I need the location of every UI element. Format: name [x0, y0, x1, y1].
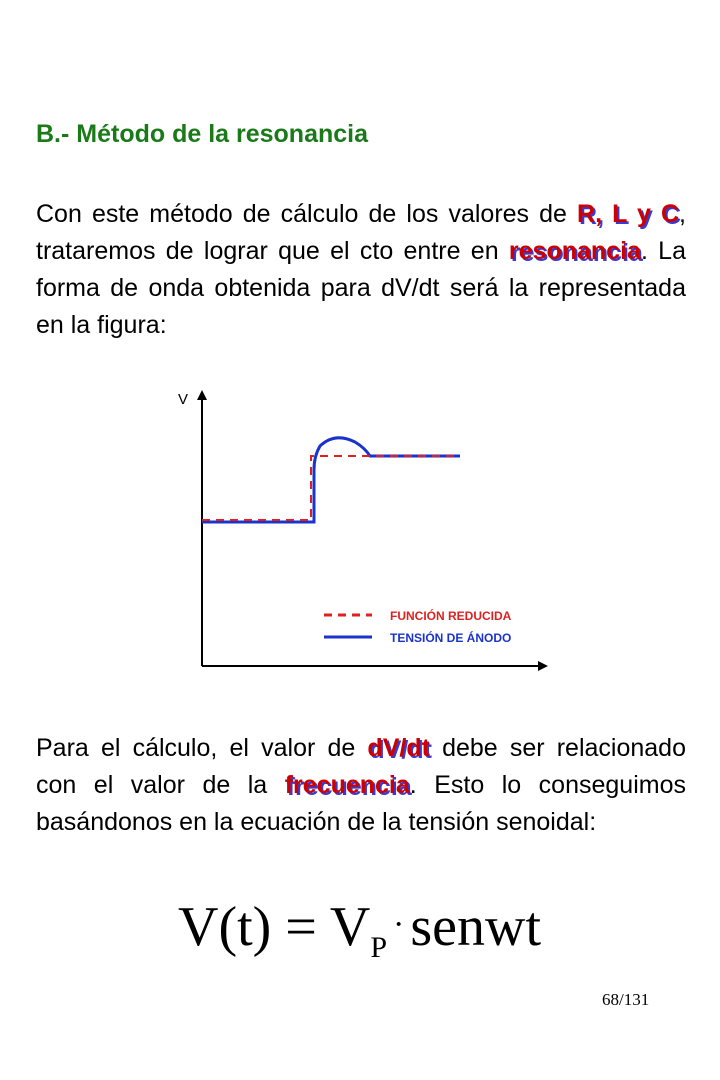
formula-lhs: V(t)	[178, 896, 272, 958]
intro-text-3: . La forma de onda obtenida para dV/dt será la representada en la figura:	[36, 237, 686, 339]
legend-reduced-function: FUNCIÓN REDUCIDA	[390, 609, 512, 623]
formula-rhs: senwt	[410, 896, 542, 958]
section-title: B.- Método de la resonancia	[36, 120, 369, 148]
intro-text-1: Con este método de cálculo de los valores de	[36, 200, 578, 228]
anode-voltage-curve	[202, 438, 460, 522]
y-axis-arrow	[197, 390, 207, 400]
calc-text-2: debe ser relacionado con el valor de la	[36, 734, 686, 799]
intro-text-2: , trataremos de lograr que el cto entre en	[36, 200, 686, 265]
dvdt-highlight: dV/dt	[367, 734, 430, 762]
formula-vp: V	[329, 896, 371, 958]
page-number: 68/131	[602, 990, 650, 1009]
calc-paragraph	[36, 730, 686, 841]
formula-dot: ·	[393, 906, 405, 943]
sine-voltage-formula	[178, 895, 541, 965]
reduced-function-curve	[202, 456, 460, 520]
legend-anode-voltage: TENSIÓN DE ÁNODO	[390, 631, 512, 645]
calc-text-1: Para el cálculo, el valor de	[36, 734, 368, 762]
rlc-highlight: R, L y C	[577, 200, 680, 228]
resonancia-highlight: resonancia	[508, 237, 641, 265]
frecuencia-highlight: frecuencia	[284, 771, 410, 799]
formula-equals: =	[285, 896, 317, 958]
x-axis-arrow	[538, 661, 548, 671]
calc-text-3: . Esto lo conseguimos basándonos en la ecuación de la tensión senoidal:	[36, 771, 686, 836]
y-axis-label: V	[178, 391, 189, 408]
formula-vp-subscript: P	[370, 931, 388, 964]
